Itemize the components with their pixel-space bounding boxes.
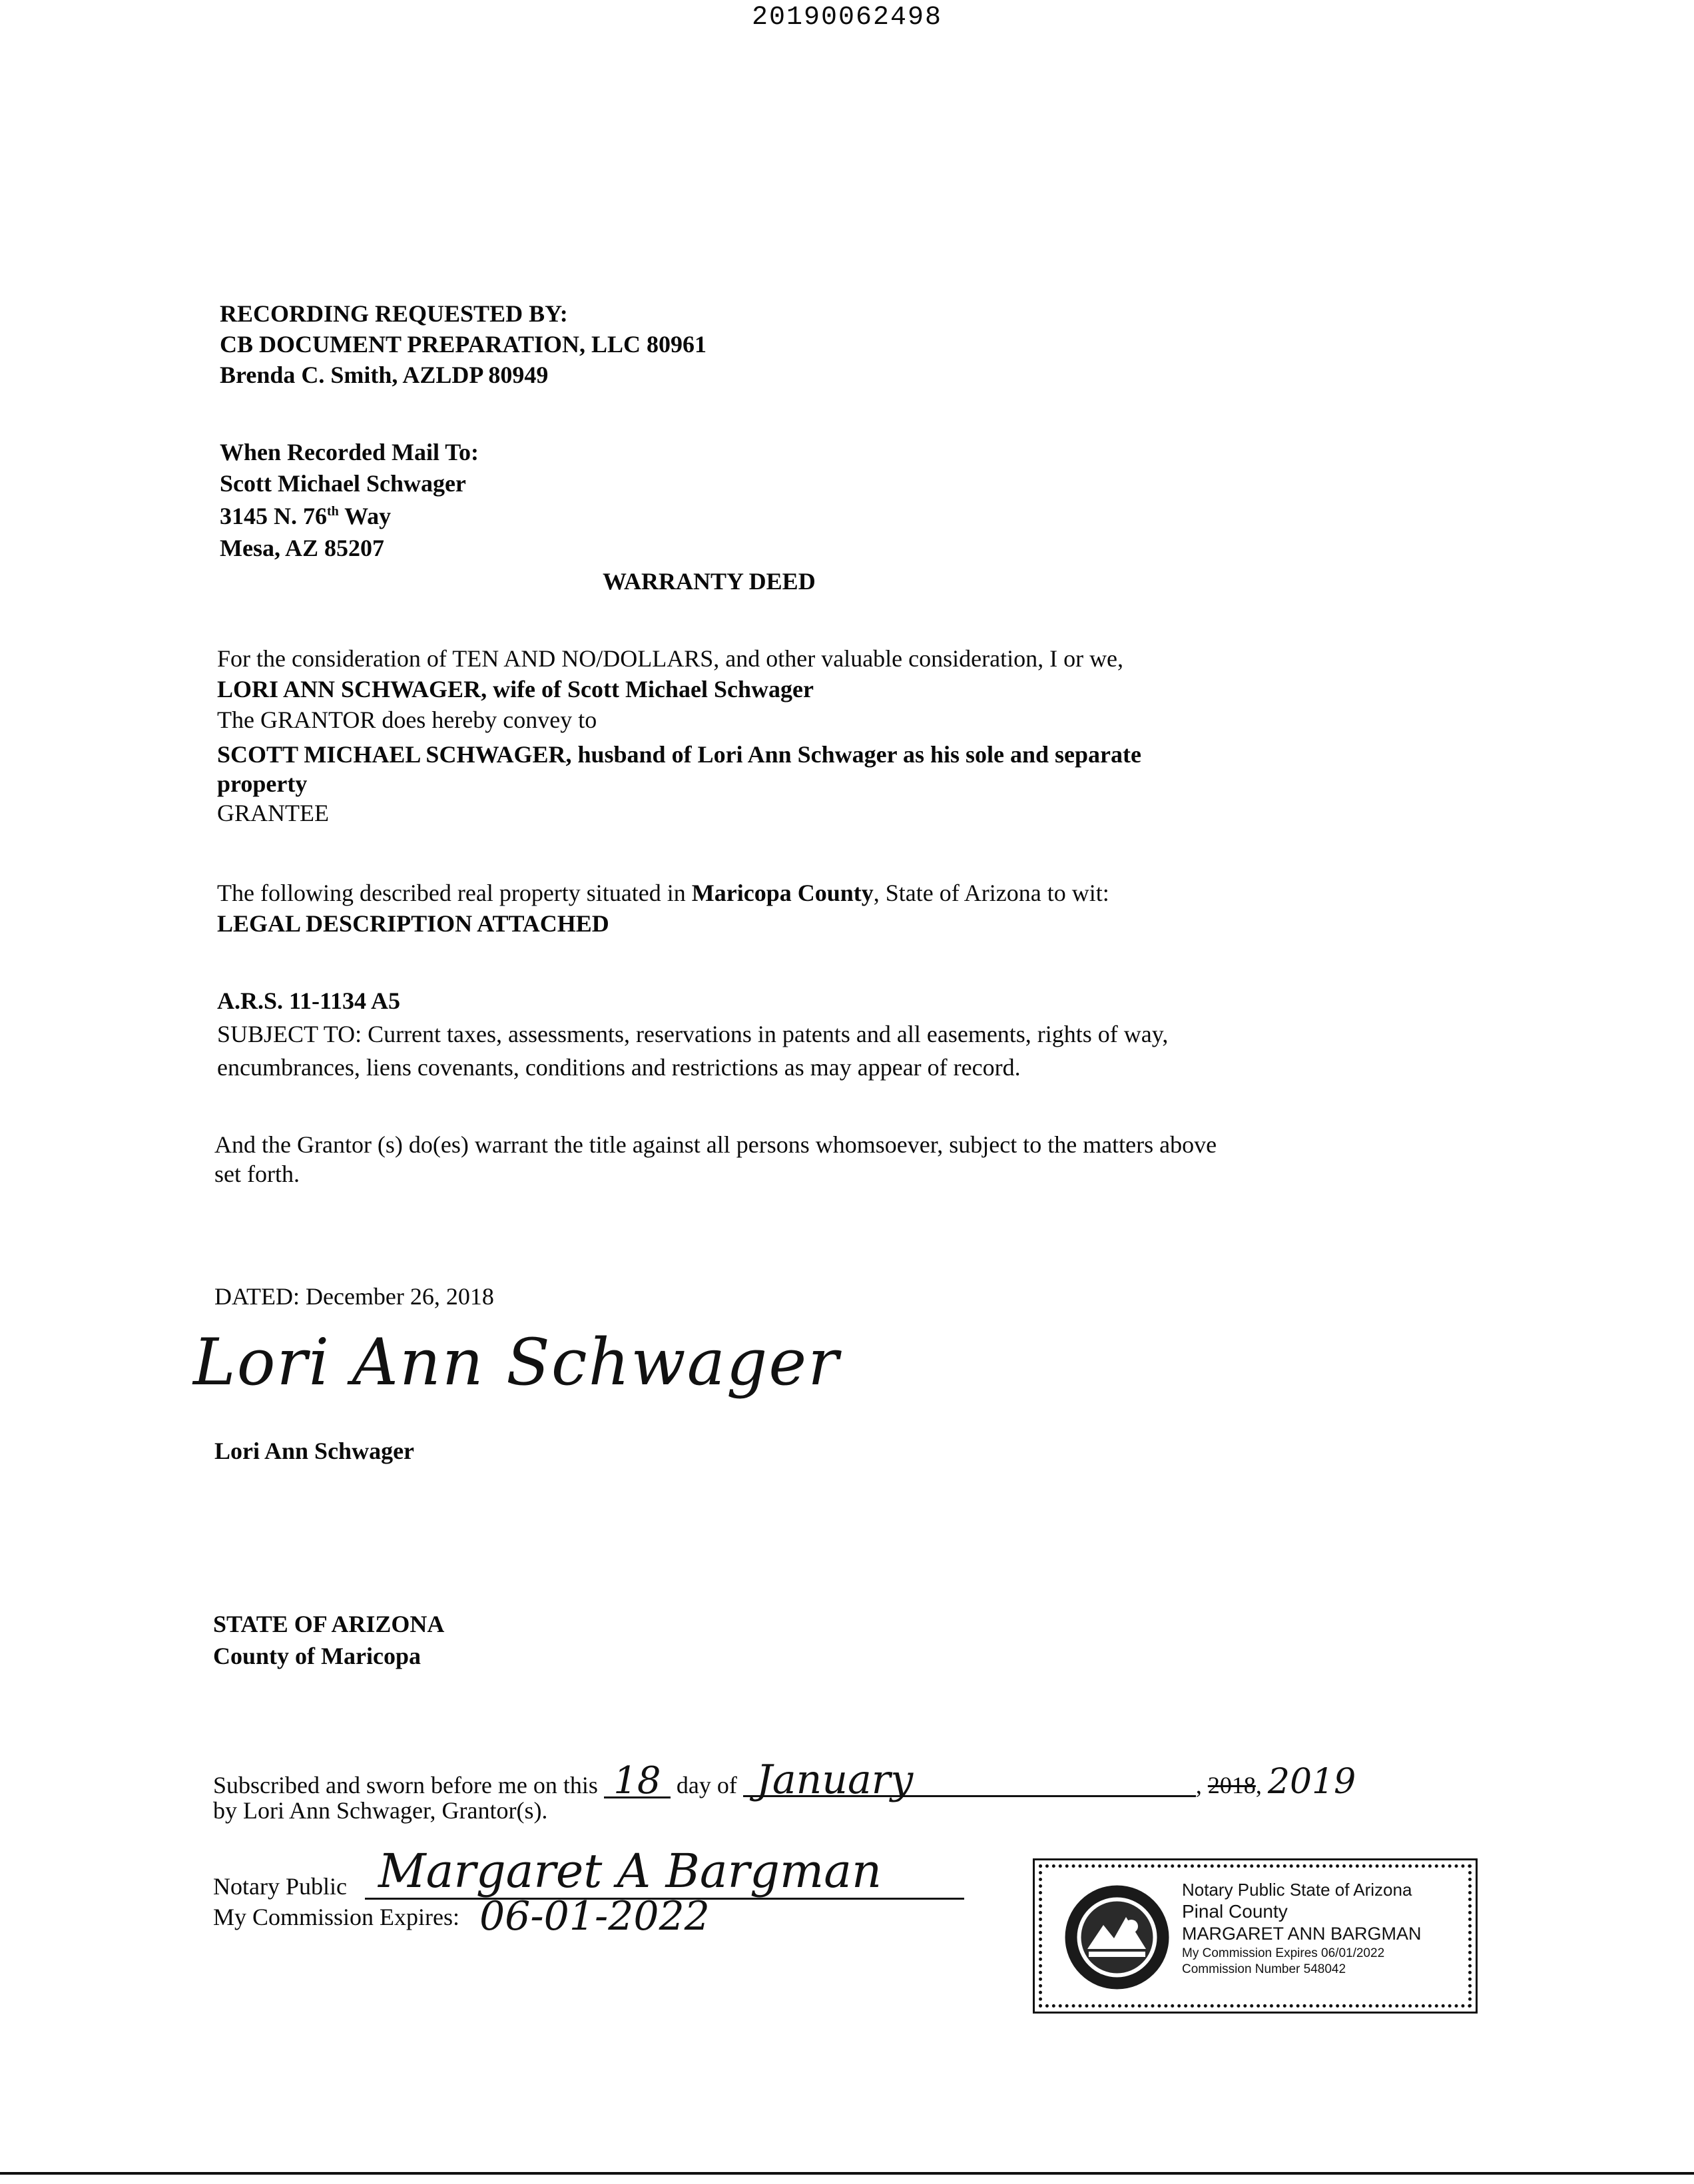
mail-to-name: Scott Michael Schwager (220, 470, 466, 497)
sworn-year: 2019 (1267, 1762, 1356, 1802)
subject-to-line-1: SUBJECT TO: Current taxes, assessments, reservations in patents and all easements, rights of way, (217, 1021, 1169, 1047)
seal-line-3: MARGARET ANN BARGMAN (1182, 1924, 1422, 1944)
arizona-seal-emblem (1062, 1882, 1172, 1992)
property-county: Maricopa County (691, 880, 874, 906)
recording-company: CB DOCUMENT PREPARATION, LLC 80961 (220, 331, 707, 358)
mail-to-city: Mesa, AZ 85207 (220, 535, 384, 561)
sworn-prefix: Subscribed and sworn before me on this (213, 1772, 598, 1798)
statute: A.R.S. 11-1134 A5 (217, 987, 401, 1014)
document-number: 20190062498 (751, 3, 943, 33)
property-suffix: , State of Arizona to wit: (873, 880, 1109, 906)
subject-to-line-2: encumbrances, liens covenants, conditions and restrictions as may appear of record. (217, 1054, 1021, 1081)
recording-heading: RECORDING REQUESTED BY: (220, 300, 568, 327)
notary-seal-stamp (1039, 1864, 1472, 2008)
mail-to-heading: When Recorded Mail To: (220, 439, 479, 465)
mail-to-street-number: 3145 N. 76 (220, 503, 327, 529)
seal-line-1: Notary Public State of Arizona (1182, 1880, 1412, 1900)
notary-county: County of Maricopa (213, 1643, 421, 1669)
commission-label: My Commission Expires: (213, 1904, 460, 1930)
warrant-line-1: And the Grantor (s) do(es) warrant the title against all persons whomsoever, subject to the matters above (214, 1131, 1217, 1158)
recording-agent: Brenda C. Smith, AZLDP 80949 (220, 362, 549, 388)
mail-to-street-ordinal: th (327, 504, 339, 519)
sworn-day: 18 (604, 1766, 671, 1798)
grantor-name: LORI ANN SCHWAGER, wife of Scott Michael Schwager (217, 676, 814, 702)
seal-line-2: Pinal County (1182, 1901, 1288, 1922)
commission-expiry: 06-01-2022 (479, 1893, 710, 1940)
legal-description: LEGAL DESCRIPTION ATTACHED (217, 910, 609, 937)
sworn-year-struck: 2018 (1207, 1772, 1256, 1798)
grantee-line-2: property (217, 770, 308, 797)
notary-signature: Margaret A Bargman (365, 1844, 964, 1900)
sworn-month: January (743, 1765, 1196, 1797)
document-title: WARRANTY DEED (603, 568, 816, 595)
notary-state: STATE OF ARIZONA (213, 1611, 445, 1637)
property-line (217, 878, 1109, 908)
sworn-by-line: by Lori Ann Schwager, Grantor(s). (213, 1797, 548, 1824)
convey-line: The GRANTOR does hereby convey to (217, 706, 597, 733)
sworn-day-of: day of (676, 1772, 737, 1798)
mail-to-street-type: Way (338, 503, 392, 529)
sworn-line: Subscribed and sworn before me on this 18 day of January , 2018, 2019 (213, 1757, 1356, 1803)
grantee-line-1: SCOTT MICHAEL SCHWAGER, husband of Lori Ann Schwager as his sole and separate (217, 741, 1141, 768)
seal-line-5: Commission Number 548042 (1182, 1962, 1346, 1976)
grantor-printed-name: Lori Ann Schwager (214, 1438, 415, 1464)
warrant-line-2: set forth. (214, 1161, 300, 1187)
property-prefix: The following described real property situated in (217, 880, 692, 906)
bottom-scan-rule (0, 2172, 1694, 2175)
mail-to-street (220, 501, 391, 531)
dated-line: DATED: December 26, 2018 (214, 1283, 494, 1310)
seal-line-4: My Commission Expires 06/01/2022 (1182, 1946, 1385, 1960)
notary-public-label: Notary Public (213, 1873, 347, 1900)
consideration-line: For the consideration of TEN AND NO/DOLLARS, and other valuable consideration, I or we, (217, 645, 1124, 672)
grantor-signature: Lori Ann Schwager (193, 1325, 840, 1400)
grantee-label: GRANTEE (217, 800, 329, 826)
